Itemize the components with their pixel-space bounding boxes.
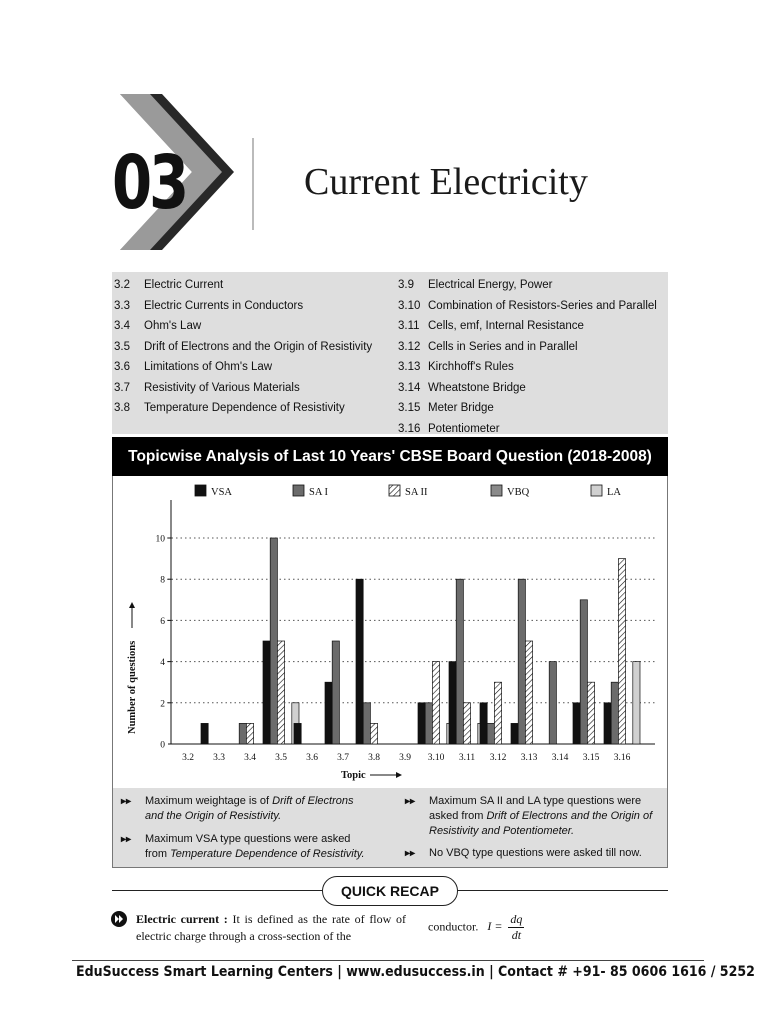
bar [604, 703, 611, 744]
topic-item [114, 381, 380, 397]
x-tick-label: 3.15 [582, 753, 600, 763]
bar [332, 641, 339, 744]
x-tick-label: 3.2 [182, 753, 194, 763]
topic-title: Ohm's Law [144, 320, 202, 333]
y-axis-arrowhead [129, 602, 135, 608]
topic-number: 3.9 [398, 279, 414, 291]
chart-frame [112, 476, 668, 789]
topic-title: Drift of Electrons and the Origin of Resistivity [144, 340, 373, 353]
topic-number: 3.5 [114, 340, 130, 353]
topic-number: 3.13 [398, 361, 421, 374]
bar [425, 703, 432, 744]
bar [277, 641, 284, 744]
y-tick-label: 4 [160, 658, 165, 669]
topic-title: Combination of Resistors-Series and Parallel [428, 299, 657, 312]
topic-title: Meter Bridge [428, 402, 494, 415]
formula-numerator: dq [510, 912, 523, 926]
x-tick-label: 3.7 [337, 753, 349, 763]
topic-number: 3.15 [398, 402, 421, 415]
topic-item [114, 360, 380, 376]
bar [463, 703, 470, 744]
note-text: Maximum VSA type questions were asked from Temperature Dependence of Resistivity. [145, 833, 365, 861]
topic-item [398, 319, 670, 335]
bar [270, 538, 277, 744]
bar [549, 662, 556, 744]
recap-formula-line [428, 912, 524, 943]
recap-definition [136, 911, 406, 946]
bar [580, 600, 587, 744]
topic-number: 3.6 [114, 361, 130, 374]
bar [618, 559, 625, 744]
recap-term: Electric current : [136, 912, 228, 926]
topic-number: 3.16 [398, 422, 421, 435]
quick-recap-badge: QUICK RECAP [322, 876, 458, 906]
bar [518, 579, 525, 744]
analysis-note [121, 794, 371, 824]
bar [525, 641, 532, 744]
bar [356, 579, 363, 744]
x-tick-label: 3.4 [244, 753, 256, 763]
note-text: Maximum weightage is of Drift of Electrons and the Origin of Resistivity. [145, 795, 354, 823]
bar [494, 682, 501, 744]
topic-item [398, 381, 670, 397]
topics-right-column [398, 278, 670, 442]
recap-continuation: conductor. [428, 919, 479, 934]
x-tick-label: 3.16 [613, 753, 631, 763]
topic-item [398, 340, 670, 356]
bar [611, 682, 618, 744]
topicwise-bar-chart [113, 476, 667, 788]
bar [370, 723, 377, 744]
note-bullet-icon: ▸▸ [121, 834, 132, 845]
topic-number: 3.3 [114, 299, 130, 312]
topics-left-column [114, 278, 380, 422]
topic-number: 3.11 [398, 320, 420, 333]
topic-title: Limitations of Ohm's Law [144, 361, 273, 374]
legend-swatch [591, 485, 602, 496]
analysis-note [121, 832, 371, 862]
bar [587, 682, 594, 744]
bar [418, 703, 425, 744]
legend-label: VBQ [507, 487, 530, 498]
topics-box [112, 272, 668, 434]
legend-swatch [491, 485, 502, 496]
topic-item [114, 401, 380, 417]
bar [487, 723, 494, 744]
bar [246, 723, 253, 744]
y-tick-label: 6 [160, 616, 165, 627]
bar [363, 703, 370, 744]
topic-item [114, 340, 380, 356]
topic-item [398, 299, 670, 315]
bar [573, 703, 580, 744]
recap-body: It is defined as the rate of flow of electric charge through a cross-section of the [136, 912, 407, 944]
x-tick-label: 3.14 [551, 753, 569, 763]
topic-item [114, 278, 380, 294]
note-bullet-icon: ▸▸ [405, 796, 416, 807]
analysis-note [405, 846, 667, 861]
topic-number: 3.14 [398, 381, 421, 394]
note-text: No VBQ type questions were asked till now. [429, 847, 642, 859]
topic-title: Cells in Series and in Parallel [428, 340, 578, 353]
bar [294, 723, 301, 744]
bar [201, 723, 208, 744]
x-axis-label: Topic [341, 770, 366, 781]
bar [263, 641, 270, 744]
topic-item [398, 422, 670, 438]
topic-title: Potentiometer [428, 422, 500, 435]
y-tick-label: 10 [155, 534, 165, 545]
formula-denominator: dt [511, 928, 522, 942]
topic-title: Resistivity of Various Materials [144, 381, 300, 394]
topic-item [398, 278, 670, 294]
topic-number: 3.10 [398, 299, 421, 312]
formula-fraction [508, 912, 524, 943]
topic-number: 3.4 [114, 320, 130, 333]
topic-number: 3.7 [114, 381, 130, 394]
footer-contact: EduSuccess Smart Learning Centers | www.edusuccess.in | Contact # +91- 85 0606 1616 / 5252 [76, 964, 755, 980]
chapter-number: 03 [112, 140, 187, 226]
bar [325, 682, 332, 744]
topic-number: 3.2 [114, 279, 130, 291]
topic-title: Kirchhoff's Rules [428, 361, 514, 374]
legend-label: SA I [309, 487, 328, 498]
y-tick-label: 2 [160, 699, 165, 710]
y-tick-label: 0 [160, 740, 165, 751]
x-tick-label: 3.3 [213, 753, 225, 763]
legend-swatch [293, 485, 304, 496]
topic-title: Electric Currents in Conductors [144, 299, 304, 312]
topic-number: 3.12 [398, 340, 421, 353]
topic-title: Electric Current [144, 279, 224, 291]
bar [449, 662, 456, 744]
legend-swatch [195, 485, 206, 496]
topic-number: 3.8 [114, 402, 130, 415]
x-tick-label: 3.12 [489, 753, 507, 763]
topic-item [114, 299, 380, 315]
note-text: Maximum SA II and LA type questions were asked from Drift of Electrons and the Origin of Resistivity and Potentiometer. [429, 795, 653, 838]
bar [633, 662, 640, 744]
bar [239, 723, 246, 744]
topic-title: Wheatstone Bridge [428, 381, 526, 394]
analysis-note [405, 794, 667, 840]
topic-item [398, 401, 670, 417]
bar [456, 579, 463, 744]
topic-title: Cells, emf, Internal Resistance [428, 320, 584, 333]
topic-item [114, 319, 380, 335]
title-divider [252, 138, 254, 230]
topic-title: Electrical Energy, Power [428, 279, 553, 291]
legend-swatch [389, 485, 400, 496]
analysis-heading: Topicwise Analysis of Last 10 Years' CBSE Board Question (2018-2008) [112, 437, 668, 476]
x-tick-label: 3.8 [368, 753, 380, 763]
bar [480, 703, 487, 744]
x-tick-label: 3.9 [399, 753, 411, 763]
note-bullet-icon: ▸▸ [405, 848, 416, 859]
legend-label: SA II [405, 487, 428, 498]
chapter-title: Current Electricity [304, 161, 588, 203]
formula-lhs: I = [487, 919, 503, 934]
x-tick-label: 3.6 [306, 753, 318, 763]
x-tick-label: 3.10 [427, 753, 445, 763]
x-tick-label: 3.13 [520, 753, 538, 763]
footer-rule [72, 960, 704, 961]
x-axis-arrowhead [396, 772, 402, 778]
note-bullet-icon: ▸▸ [121, 796, 132, 807]
y-axis-label: Number of questions [127, 640, 138, 734]
x-tick-label: 3.11 [458, 753, 476, 763]
analysis-notes [112, 788, 668, 868]
x-tick-label: 3.5 [275, 753, 287, 763]
y-tick-label: 8 [160, 575, 165, 586]
topic-title: Temperature Dependence of Resistivity [144, 402, 345, 415]
bar [432, 662, 439, 744]
legend-label: VSA [211, 487, 233, 498]
bullet-arrow-icon [110, 910, 128, 928]
legend-label: LA [607, 487, 621, 498]
topic-item [398, 360, 670, 376]
bar [511, 723, 518, 744]
